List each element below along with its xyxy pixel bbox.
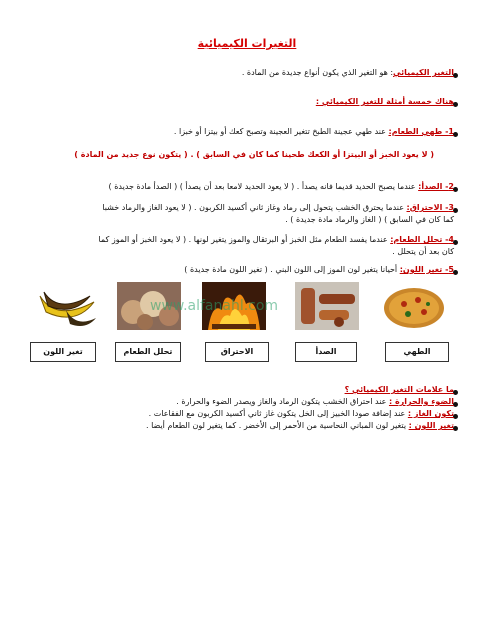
sign-3-text: يتغير لون المباني النحاسية من الأحمر إلى الأخضر . كما يتغير لون الطعام أيضا . [145, 421, 409, 430]
rust-image [295, 282, 359, 330]
example-5-text: أحيانا يتغير لون الموز إلى اللون البني . ( تغير اللون مادة جديدة ) [184, 265, 400, 274]
example-4-text-2: كان بعد أن يتحلل . [392, 247, 454, 256]
caption-color-change: تغير اللون [30, 342, 96, 362]
examples-heading [40, 96, 454, 107]
pizza-image [382, 282, 446, 330]
example-5-label: 5- تغير اللون: [399, 265, 454, 274]
example-5-line [40, 264, 454, 275]
caption-food-decay: تحلل الطعام [115, 342, 181, 362]
example-4-label: 4- تحلل الطعام: [390, 235, 454, 244]
example-2-text: عندما يصبح الحديد قديما فانه يصدأ . ( لا يعود الحديد لامعا بعد أن يصدأ ) ( الصدأ مادة جديدة ) [108, 182, 419, 191]
sign-1-line [40, 396, 454, 407]
example-4-line-2 [40, 246, 454, 257]
example-2-line [40, 181, 454, 192]
definition-text: : هو التغير الذي يكون أنواع جديدة من المادة . [241, 68, 394, 77]
example-3-text: عندما يحترق الخشب يتحول إلى رماد وغاز ثاني أكسيد الكربون . ( لا يعود الغاز والرماد خشبا [102, 203, 407, 212]
signs-heading-text: ما علامات التغير الكيميائي ؟ [344, 385, 454, 394]
definition-line [40, 67, 454, 78]
sign-1-term: الضوء والحرارة : [388, 397, 454, 406]
example-3-line [40, 202, 454, 213]
example-1-note-text: ( لا يعود الخبز أو البيتزا أو الكعك طحينا كما كان في السابق ) . ( يتكون نوع جديد من المادة ) [74, 150, 434, 159]
title-text: التغيرات الكيميائية [197, 37, 297, 50]
definition-term: التغير الكيميائي [393, 68, 454, 77]
banana-image [36, 282, 100, 330]
sign-2-text: عند إضافة صودا الخبيز إلى الخل يتكون غاز ثاني أكسيد الكربون مع الفقاعات . [148, 409, 408, 418]
example-1-text: عند طهي عجينة الطبخ تتغير العجينة وتصبح كعك أو بيتزا أو خبزا . [173, 127, 389, 136]
example-3-label: 3- الاحتراق: [406, 203, 454, 212]
example-2-label: 2- الصدأ: [418, 182, 454, 191]
sign-2-term: تكون الغاز : [407, 409, 454, 418]
signs-heading [40, 384, 454, 395]
examples-heading-text: هناك خمسة أمثلة للتغير الكيميائي : [315, 97, 454, 106]
example-3-line-2 [40, 214, 454, 225]
caption-burning: الاحتراق [205, 342, 269, 362]
sign-1-text: عند احتراق الخشب يتكون الرماد والغاز ويصدر الضوء والحرارة . [176, 397, 389, 406]
sign-3-term: تغير اللون : [408, 421, 454, 430]
sign-3-line [40, 420, 454, 431]
example-1-note [40, 149, 434, 160]
watermark: www.alfanahl.com [150, 298, 279, 314]
example-1-label: 1- طهي الطعام: [388, 127, 454, 136]
caption-rust: الصدأ [295, 342, 357, 362]
caption-cooking: الطهي [385, 342, 449, 362]
example-1-line [40, 126, 454, 137]
example-4-line [40, 234, 454, 245]
sign-2-line [40, 408, 454, 419]
example-4-text: عندما يفسد الطعام مثل الخبز أو البرتقال والموز يتغير لونها . ( لا يعود الخبز أو الموز كما [98, 235, 391, 244]
page-title [0, 37, 494, 50]
example-3-text-2: كما كان في السابق ) ( الغاز والرماد مادة جديدة ) . [285, 215, 454, 224]
